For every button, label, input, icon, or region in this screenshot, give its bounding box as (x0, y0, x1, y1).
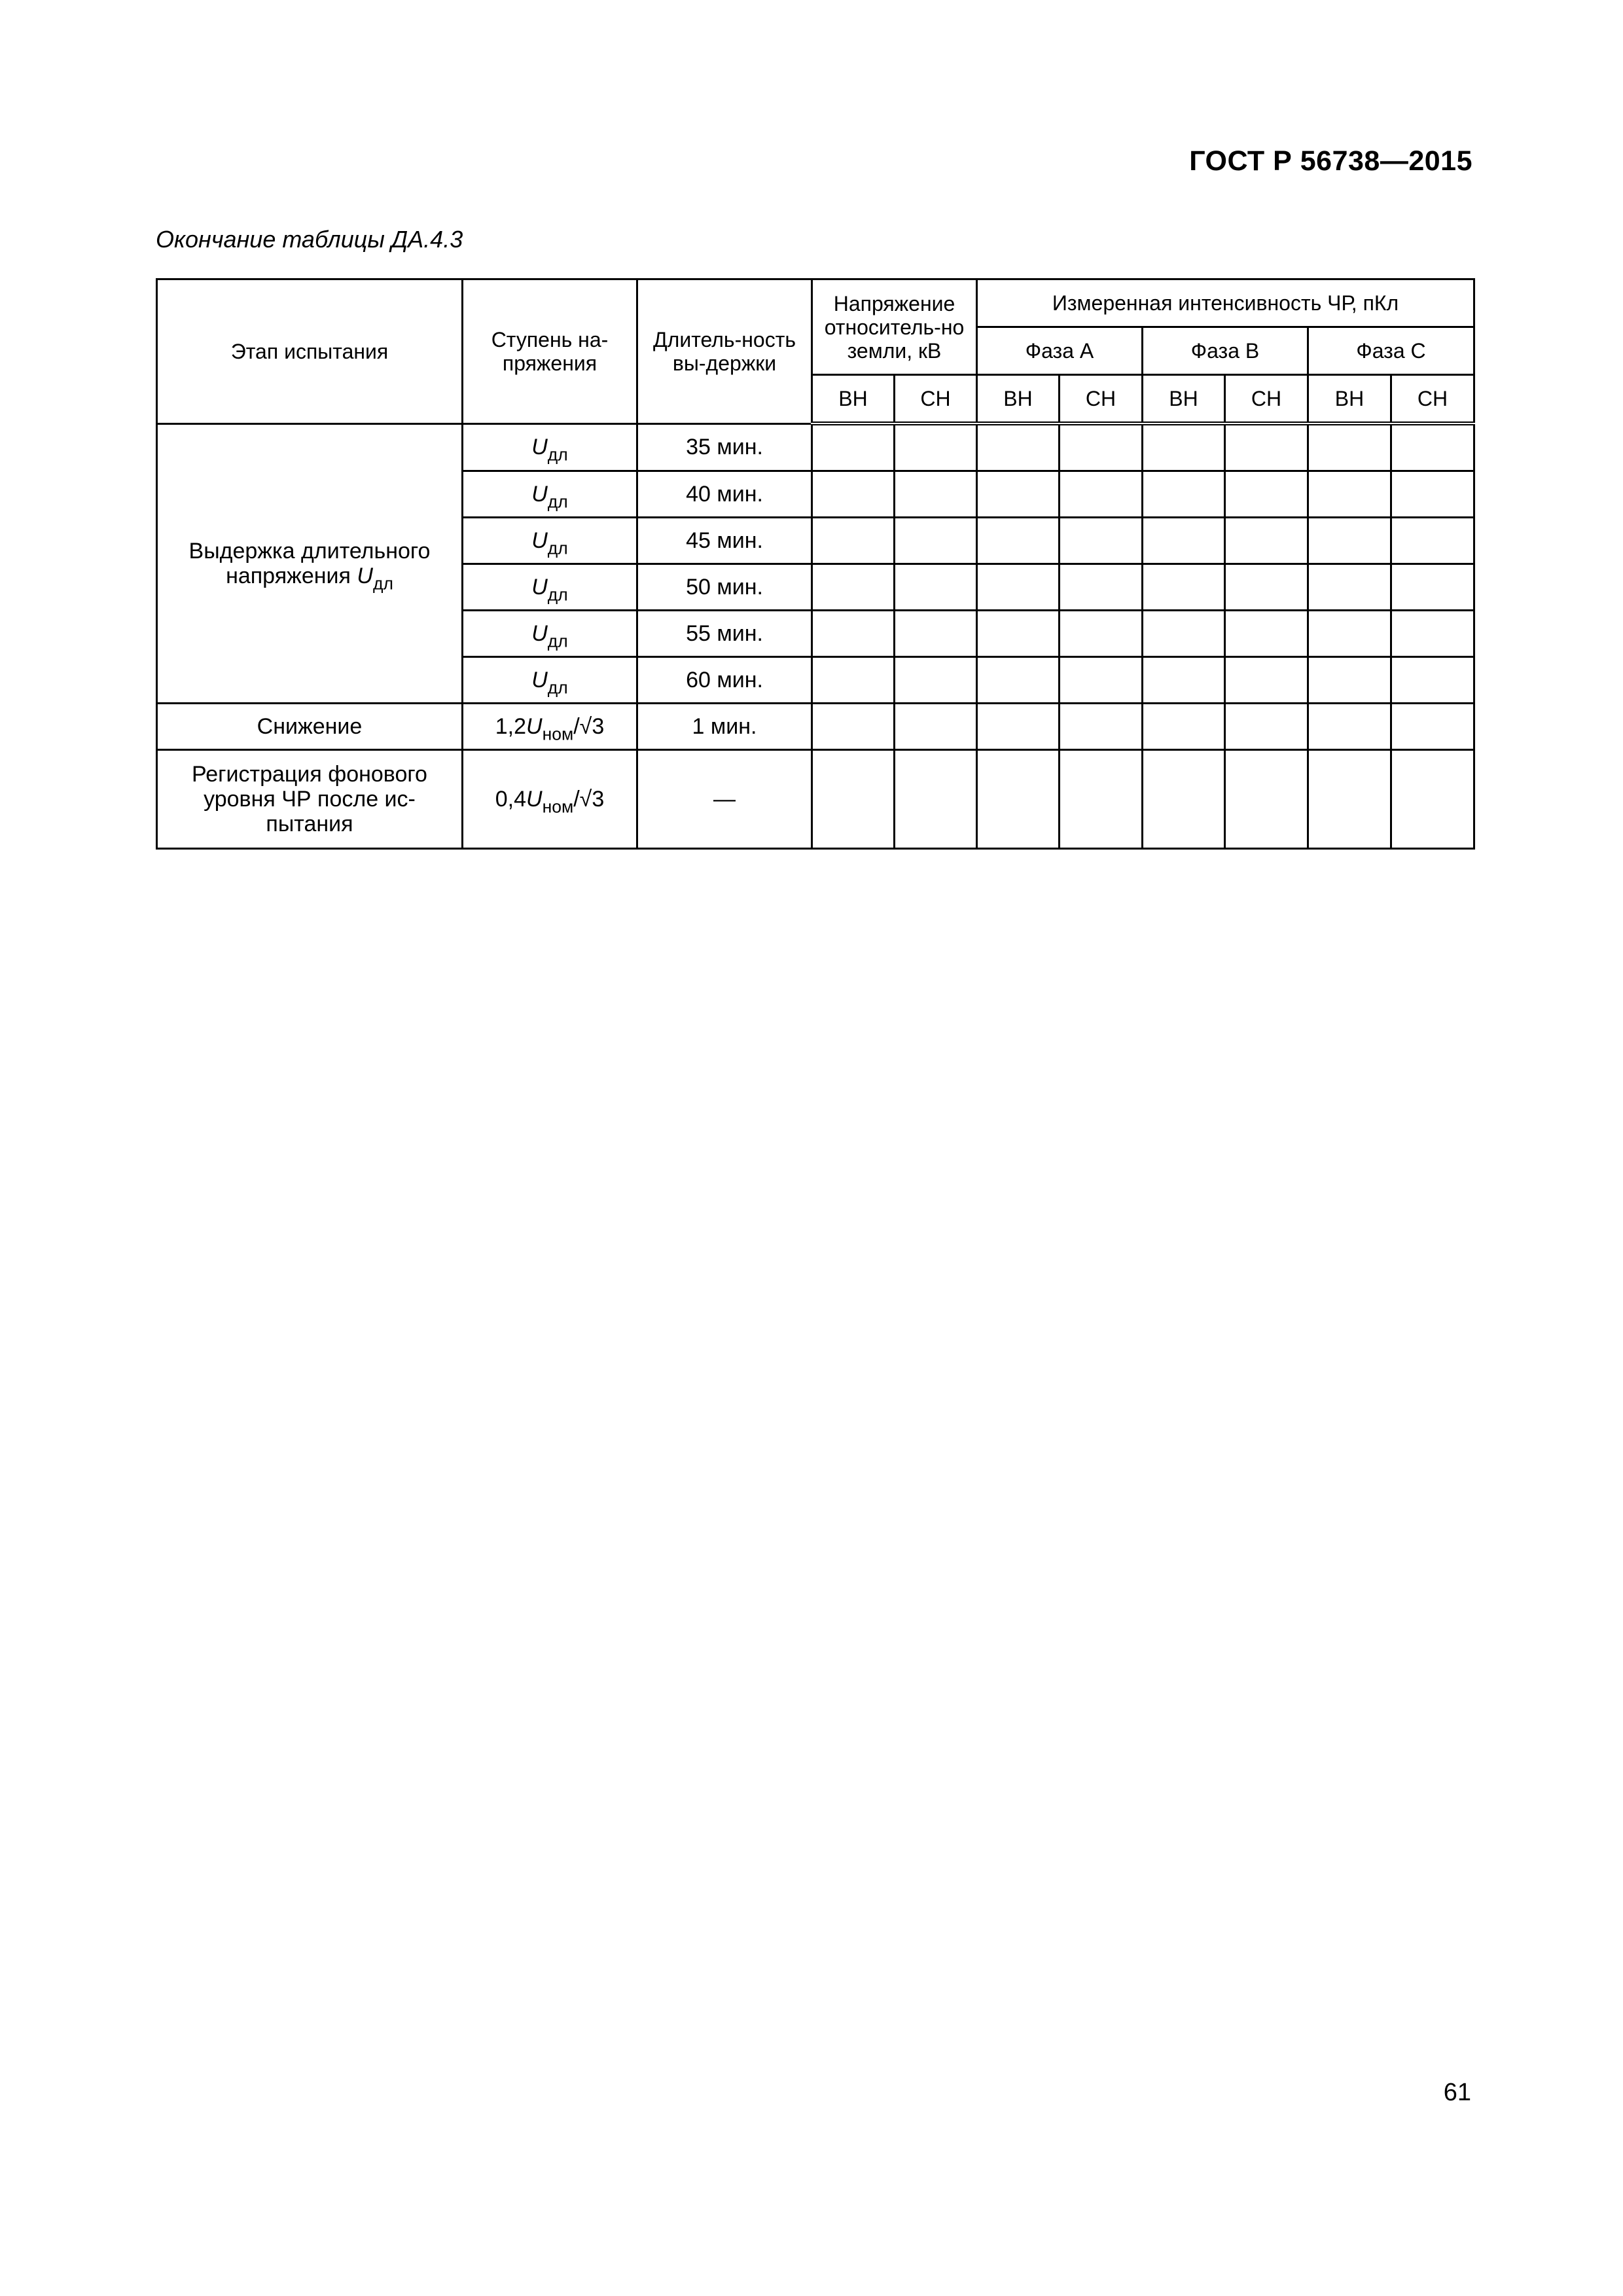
voltage-step-cell: $U_{дл}$ (463, 657, 637, 704)
empty-cell (1225, 564, 1308, 611)
empty-cell (977, 657, 1060, 704)
empty-cell (895, 657, 977, 704)
voltage-step-cell: $U_{дл}$ (463, 471, 637, 518)
empty-cell (812, 471, 895, 518)
header-phase-c: Фаза С (1308, 327, 1474, 375)
duration-cell: 55 мин. (637, 611, 812, 657)
empty-cell (1308, 564, 1391, 611)
empty-cell (1225, 518, 1308, 564)
empty-cell (977, 750, 1060, 849)
empty-cell (1143, 611, 1225, 657)
header-sub-col: СН (895, 375, 977, 424)
empty-cell (1391, 518, 1474, 564)
empty-cell (1225, 704, 1308, 750)
voltage-step-cell: $U_{дл}$ (463, 518, 637, 564)
empty-cell (1143, 518, 1225, 564)
empty-cell (812, 657, 895, 704)
empty-cell (895, 518, 977, 564)
empty-cell (1143, 423, 1225, 471)
table-row (157, 423, 1474, 471)
voltage-step-cell: $U_{дл}$ (463, 423, 637, 471)
empty-cell (1391, 471, 1474, 518)
table-row (157, 750, 1474, 849)
empty-cell (895, 564, 977, 611)
empty-cell (895, 471, 977, 518)
header-sub-col: ВН (1308, 375, 1391, 424)
empty-cell (1225, 423, 1308, 471)
empty-cell (1391, 564, 1474, 611)
voltage-symbol: U (357, 563, 373, 588)
empty-cell (1225, 611, 1308, 657)
duration-cell: 60 мин. (637, 657, 812, 704)
empty-cell (1391, 750, 1474, 849)
header-duration: Длитель-ность вы-держки (637, 279, 812, 424)
empty-cell (1308, 518, 1391, 564)
duration-cell: — (637, 750, 812, 849)
stage-label: Выдержка длительного напряжения (188, 538, 431, 588)
voltage-step-cell: $U_{дл}$ (463, 564, 637, 611)
empty-cell (1308, 471, 1391, 518)
empty-cell (812, 704, 895, 750)
empty-cell (1143, 750, 1225, 849)
header-voltage-step: Ступень на-пряжения (463, 279, 637, 424)
empty-cell (1143, 471, 1225, 518)
header-sub-col: СН (1391, 375, 1474, 424)
stage-cell-reduction: Снижение (157, 704, 463, 750)
table-caption: Окончание таблицы ДА.4.3 (156, 226, 463, 253)
empty-cell (895, 611, 977, 657)
empty-cell (977, 704, 1060, 750)
header-sub-col: ВН (1143, 375, 1225, 424)
duration-cell: 50 мин. (637, 564, 812, 611)
empty-cell (1308, 704, 1391, 750)
empty-cell (1060, 750, 1143, 849)
empty-cell (1143, 564, 1225, 611)
header-ground-voltage: Напряжение относитель-но земли, кВ (812, 279, 977, 375)
document-code: ГОСТ Р 56738—2015 (1189, 145, 1472, 177)
empty-cell (1308, 611, 1391, 657)
empty-cell (1391, 611, 1474, 657)
header-sub-col: ВН (977, 375, 1060, 424)
empty-cell (1060, 657, 1143, 704)
empty-cell (977, 518, 1060, 564)
header-stage: Этап испытания (157, 279, 463, 424)
duration-cell: 45 мин. (637, 518, 812, 564)
empty-cell (1060, 611, 1143, 657)
duration-cell: 40 мин. (637, 471, 812, 518)
empty-cell (1060, 518, 1143, 564)
header-pd-intensity: Измеренная интенсивность ЧР, пКл (977, 279, 1474, 327)
voltage-step-cell: $0,4U_{ном}/√3$ (463, 750, 637, 849)
empty-cell (1143, 704, 1225, 750)
voltage-step-cell: $1,2U_{ном}/√3$ (463, 704, 637, 750)
voltage-step-cell: $U_{дл}$ (463, 611, 637, 657)
empty-cell (1391, 657, 1474, 704)
empty-cell (1060, 471, 1143, 518)
header-sub-col: ВН (812, 375, 895, 424)
empty-cell (977, 423, 1060, 471)
empty-cell (812, 611, 895, 657)
empty-cell (812, 564, 895, 611)
empty-cell (812, 750, 895, 849)
empty-cell (1225, 657, 1308, 704)
duration-cell: 1 мин. (637, 704, 812, 750)
empty-cell (977, 471, 1060, 518)
duration-cell: 35 мин. (637, 423, 812, 471)
empty-cell (895, 750, 977, 849)
empty-cell (1143, 657, 1225, 704)
empty-cell (977, 611, 1060, 657)
header-sub-col: СН (1060, 375, 1143, 424)
empty-cell (977, 564, 1060, 611)
empty-cell (1391, 704, 1474, 750)
page-number: 61 (1443, 2079, 1471, 2106)
stage-cell-background: Регистрация фонового уровня ЧР после ис-пытания (157, 750, 463, 849)
voltage-subscript: дл (372, 573, 393, 594)
empty-cell (895, 423, 977, 471)
empty-cell (1225, 750, 1308, 849)
empty-cell (1308, 657, 1391, 704)
table-row (157, 704, 1474, 750)
empty-cell (1308, 423, 1391, 471)
empty-cell (1225, 471, 1308, 518)
empty-cell (812, 423, 895, 471)
empty-cell (1308, 750, 1391, 849)
header-phase-a: Фаза А (977, 327, 1143, 375)
stage-cell-long-voltage (157, 423, 463, 704)
empty-cell (812, 518, 895, 564)
empty-cell (1060, 704, 1143, 750)
header-sub-col: СН (1225, 375, 1308, 424)
empty-cell (1391, 423, 1474, 471)
empty-cell (1060, 423, 1143, 471)
empty-cell (1060, 564, 1143, 611)
test-table (156, 278, 1475, 850)
empty-cell (895, 704, 977, 750)
header-phase-b: Фаза В (1143, 327, 1308, 375)
